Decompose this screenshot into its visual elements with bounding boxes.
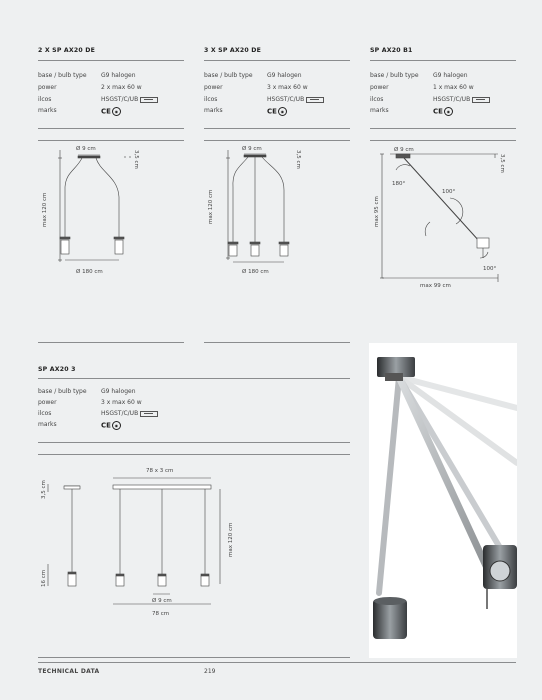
- safety-mark-icon: ◉: [112, 107, 121, 116]
- divider: [38, 657, 350, 658]
- divider: [370, 60, 516, 61]
- divider: [204, 342, 350, 343]
- dim-label: max 120 cm: [42, 192, 48, 227]
- spec-value: HSGST/C/UB: [101, 96, 139, 103]
- bulb-icon: [306, 97, 324, 103]
- spec-value: HSGST/C/UB: [433, 96, 471, 103]
- spec-value: G9 halogen: [101, 388, 136, 395]
- spec-label: ilcos: [38, 410, 52, 417]
- dim-label: 3,5 cm: [499, 154, 505, 173]
- dimension-drawing-2x: [38, 142, 184, 282]
- spec-label: power: [38, 399, 57, 406]
- dim-label: Ø 9 cm: [242, 146, 262, 152]
- divider: [38, 60, 184, 61]
- divider: [38, 128, 184, 129]
- dim-label: 3,5 cm: [133, 150, 139, 169]
- divider: [38, 378, 350, 379]
- dimension-drawing-3x: [204, 142, 350, 282]
- dim-label: 100°: [483, 266, 497, 272]
- dim-label: 16 cm: [41, 569, 47, 587]
- safety-mark-icon: ◉: [112, 421, 121, 430]
- spec-label: marks: [38, 107, 57, 114]
- spec-value: HSGST/C/UB: [101, 410, 139, 417]
- spec-label: marks: [38, 421, 57, 428]
- spec-value: 2 x max 60 w: [101, 84, 142, 91]
- safety-mark-icon: ◉: [444, 107, 453, 116]
- dim-label: max 120 cm: [228, 522, 234, 557]
- bulb-icon: [140, 411, 158, 417]
- spec-label: ilcos: [370, 96, 384, 103]
- product-title: 3 X SP AX20 DE: [204, 47, 262, 54]
- dim-label: 78 x 3 cm: [146, 468, 174, 474]
- ce-mark: CE: [433, 107, 443, 116]
- dim-label: Ø 9 cm: [394, 147, 414, 153]
- divider: [370, 128, 516, 129]
- dim-label: Ø 180 cm: [242, 269, 269, 275]
- ce-mark: CE: [101, 107, 111, 116]
- spec-label: power: [38, 84, 57, 91]
- dim-label: 3,5 cm: [41, 480, 47, 499]
- dim-label: Ø 9 cm: [152, 598, 172, 604]
- spec-value: HSGST/C/UB: [267, 96, 305, 103]
- product-title: SP AX20 3: [38, 366, 76, 373]
- dim-label: max 120 cm: [208, 189, 214, 224]
- dim-label: 78 cm: [152, 611, 170, 617]
- divider: [204, 60, 350, 61]
- bulb-icon: [140, 97, 158, 103]
- footer-divider: [38, 662, 516, 663]
- dim-label: 100°: [442, 189, 456, 195]
- spec-label: ilcos: [38, 96, 52, 103]
- dim-label: max 99 cm: [420, 283, 451, 289]
- safety-mark-icon: ◉: [278, 107, 287, 116]
- divider: [204, 140, 350, 141]
- ce-mark: CE: [101, 421, 111, 430]
- spec-label: base / bulb type: [204, 72, 253, 79]
- dimension-drawing-b1: [370, 142, 516, 292]
- spec-label: ilcos: [204, 96, 218, 103]
- spec-label: power: [204, 84, 223, 91]
- spec-label: base / bulb type: [370, 72, 419, 79]
- product-title: SP AX20 B1: [370, 47, 413, 54]
- spec-value: G9 halogen: [101, 72, 136, 79]
- spec-value: 3 x max 60 w: [101, 399, 142, 406]
- spec-value: 1 x max 60 w: [433, 84, 474, 91]
- product-photo: [369, 343, 517, 658]
- dim-label: max 95 cm: [374, 196, 380, 227]
- footer-section-title: TECHNICAL DATA: [38, 668, 100, 675]
- dim-label: Ø 9 cm: [76, 146, 96, 152]
- ce-mark: CE: [267, 107, 277, 116]
- spec-value: G9 halogen: [267, 72, 302, 79]
- divider: [38, 442, 350, 443]
- dim-label: 180°: [392, 181, 406, 187]
- spec-label: marks: [204, 107, 223, 114]
- page-number: 219: [204, 668, 216, 675]
- divider: [38, 454, 350, 455]
- divider: [370, 140, 516, 141]
- dim-label: 3,5 cm: [295, 150, 301, 169]
- spec-value: G9 halogen: [433, 72, 468, 79]
- divider: [204, 128, 350, 129]
- divider: [38, 140, 184, 141]
- bulb-icon: [472, 97, 490, 103]
- product-title: 2 X SP AX20 DE: [38, 47, 96, 54]
- divider: [38, 342, 184, 343]
- dim-label: Ø 180 cm: [76, 269, 103, 275]
- spec-label: power: [370, 84, 389, 91]
- dimension-drawing-bar: [38, 456, 350, 626]
- spec-label: base / bulb type: [38, 388, 87, 395]
- spec-label: marks: [370, 107, 389, 114]
- spec-label: base / bulb type: [38, 72, 87, 79]
- spec-value: 3 x max 60 w: [267, 84, 308, 91]
